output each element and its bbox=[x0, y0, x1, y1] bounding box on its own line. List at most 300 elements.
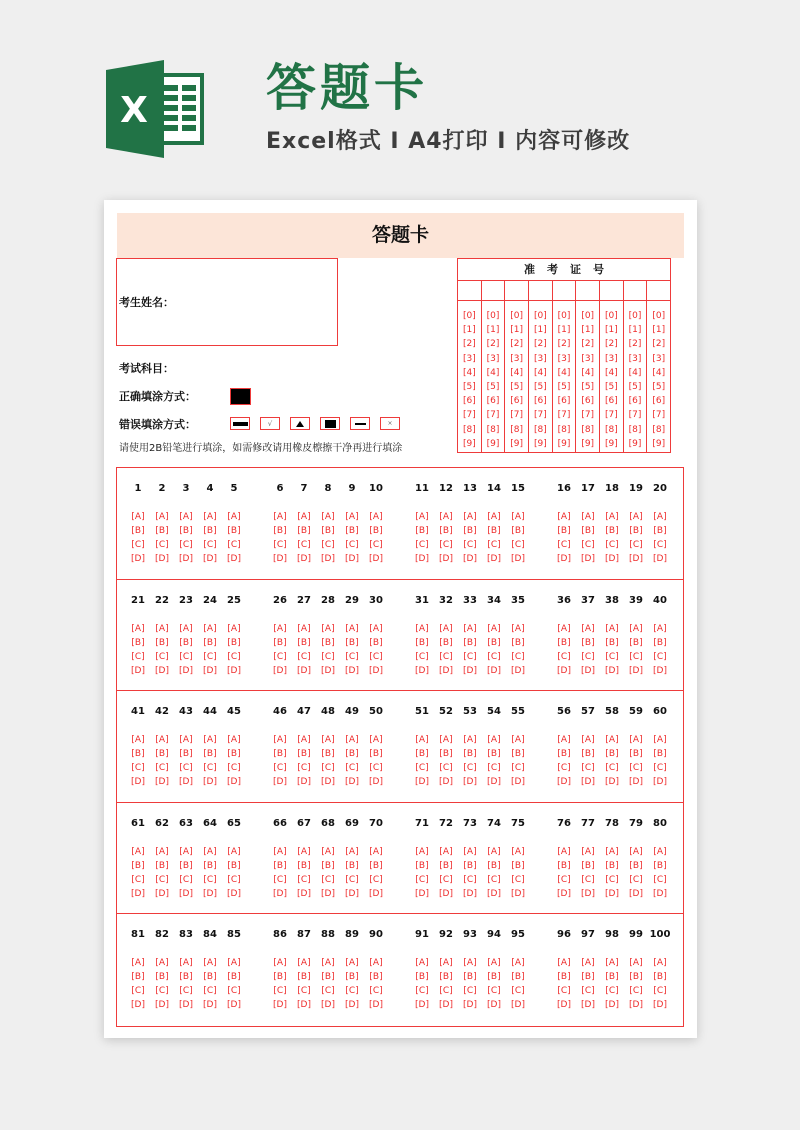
exam-id-digit-bubble[interactable]: [2] bbox=[604, 339, 618, 350]
answer-option-bubble[interactable]: [D] bbox=[155, 777, 169, 788]
answer-option-bubble[interactable]: [A] bbox=[463, 846, 477, 857]
answer-option-bubble[interactable]: [A] bbox=[321, 623, 335, 634]
answer-option-bubble[interactable]: [C] bbox=[415, 874, 429, 885]
answer-option-bubble[interactable]: [D] bbox=[273, 554, 287, 564]
answer-option-bubble[interactable]: [A] bbox=[345, 512, 359, 522]
answer-option-bubble[interactable]: [C] bbox=[605, 986, 619, 997]
answer-option-bubble[interactable]: [A] bbox=[131, 512, 145, 522]
answer-option-bubble[interactable]: [D] bbox=[557, 1000, 571, 1011]
answer-option-bubble[interactable]: [C] bbox=[557, 874, 571, 885]
answer-option-bubble[interactable]: [B] bbox=[297, 749, 311, 760]
answer-option-bubble[interactable]: [B] bbox=[629, 526, 643, 536]
answer-option-bubble[interactable]: [A] bbox=[369, 958, 383, 969]
answer-option-bubble[interactable]: [B] bbox=[511, 749, 525, 760]
exam-id-digit-bubble[interactable]: [5] bbox=[510, 382, 524, 393]
answer-option-bubble[interactable]: [D] bbox=[369, 888, 383, 899]
answer-option-bubble[interactable]: [C] bbox=[155, 986, 169, 997]
exam-id-digit-bubble[interactable]: [2] bbox=[557, 339, 571, 350]
answer-option-bubble[interactable]: [B] bbox=[487, 637, 501, 648]
answer-option-bubble[interactable]: [D] bbox=[463, 777, 477, 788]
answer-option-bubble[interactable]: [A] bbox=[179, 512, 193, 522]
answer-option-bubble[interactable]: [D] bbox=[463, 554, 477, 564]
answer-option-bubble[interactable]: [D] bbox=[131, 777, 145, 788]
exam-id-digit-bubble[interactable]: [7] bbox=[604, 410, 618, 421]
answer-option-bubble[interactable]: [C] bbox=[487, 874, 501, 885]
exam-id-digit-bubble[interactable]: [8] bbox=[604, 424, 618, 435]
answer-option-bubble[interactable]: [C] bbox=[297, 651, 311, 662]
answer-option-bubble[interactable]: [B] bbox=[463, 749, 477, 760]
answer-option-bubble[interactable]: [C] bbox=[605, 540, 619, 550]
answer-option-bubble[interactable]: [C] bbox=[203, 763, 217, 774]
answer-option-bubble[interactable]: [C] bbox=[511, 986, 525, 997]
answer-option-bubble[interactable]: [A] bbox=[439, 512, 453, 522]
exam-id-digit-bubble[interactable]: [5] bbox=[462, 382, 476, 393]
exam-id-input-cell[interactable] bbox=[624, 281, 647, 301]
exam-id-digit-bubble[interactable]: [1] bbox=[533, 325, 547, 336]
answer-option-bubble[interactable]: [A] bbox=[155, 846, 169, 857]
answer-option-bubble[interactable]: [A] bbox=[227, 958, 241, 969]
answer-option-bubble[interactable]: [C] bbox=[369, 986, 383, 997]
exam-id-digit-bubble[interactable]: [8] bbox=[628, 424, 642, 435]
exam-id-digit-bubble[interactable]: [0] bbox=[533, 311, 547, 321]
answer-option-bubble[interactable]: [D] bbox=[557, 554, 571, 564]
answer-option-bubble[interactable]: [B] bbox=[273, 526, 287, 536]
answer-option-bubble[interactable]: [D] bbox=[203, 888, 217, 899]
answer-option-bubble[interactable]: [B] bbox=[581, 860, 595, 871]
exam-id-digit-bubble[interactable]: [6] bbox=[652, 396, 666, 407]
answer-option-bubble[interactable]: [C] bbox=[297, 986, 311, 997]
answer-option-bubble[interactable]: [A] bbox=[345, 846, 359, 857]
answer-option-bubble[interactable]: [C] bbox=[415, 651, 429, 662]
answer-option-bubble[interactable]: [C] bbox=[131, 986, 145, 997]
answer-option-bubble[interactable]: [D] bbox=[369, 554, 383, 564]
answer-option-bubble[interactable]: [D] bbox=[557, 777, 571, 788]
answer-option-bubble[interactable]: [C] bbox=[653, 763, 667, 774]
answer-option-bubble[interactable]: [A] bbox=[439, 846, 453, 857]
answer-option-bubble[interactable]: [C] bbox=[321, 651, 335, 662]
answer-option-bubble[interactable]: [D] bbox=[629, 1000, 643, 1011]
answer-option-bubble[interactable]: [A] bbox=[297, 846, 311, 857]
answer-option-bubble[interactable]: [A] bbox=[203, 958, 217, 969]
exam-id-digit-bubble[interactable]: [6] bbox=[510, 396, 524, 407]
answer-option-bubble[interactable]: [D] bbox=[439, 777, 453, 788]
answer-option-bubble[interactable]: [A] bbox=[203, 735, 217, 746]
answer-option-bubble[interactable]: [B] bbox=[179, 526, 193, 536]
answer-option-bubble[interactable]: [C] bbox=[179, 986, 193, 997]
answer-option-bubble[interactable]: [D] bbox=[273, 777, 287, 788]
answer-option-bubble[interactable]: [B] bbox=[297, 637, 311, 648]
answer-option-bubble[interactable]: [A] bbox=[415, 735, 429, 746]
answer-option-bubble[interactable]: [B] bbox=[131, 749, 145, 760]
answer-option-bubble[interactable]: [D] bbox=[345, 777, 359, 788]
answer-option-bubble[interactable]: [A] bbox=[321, 512, 335, 522]
exam-id-input-cell[interactable] bbox=[576, 281, 599, 301]
answer-option-bubble[interactable]: [A] bbox=[511, 958, 525, 969]
answer-option-bubble[interactable]: [D] bbox=[487, 554, 501, 564]
answer-option-bubble[interactable]: [C] bbox=[179, 874, 193, 885]
answer-option-bubble[interactable]: [D] bbox=[605, 665, 619, 676]
answer-option-bubble[interactable]: [D] bbox=[227, 665, 241, 676]
answer-option-bubble[interactable]: [C] bbox=[273, 651, 287, 662]
answer-option-bubble[interactable]: [B] bbox=[581, 972, 595, 983]
answer-option-bubble[interactable]: [A] bbox=[155, 623, 169, 634]
answer-option-bubble[interactable]: [B] bbox=[155, 637, 169, 648]
answer-option-bubble[interactable]: [B] bbox=[629, 749, 643, 760]
answer-option-bubble[interactable]: [A] bbox=[557, 512, 571, 522]
answer-option-bubble[interactable]: [A] bbox=[321, 958, 335, 969]
exam-id-digit-bubble[interactable]: [6] bbox=[533, 396, 547, 407]
exam-id-digit-bubble[interactable]: [3] bbox=[628, 353, 642, 364]
answer-option-bubble[interactable]: [A] bbox=[297, 735, 311, 746]
answer-option-bubble[interactable]: [A] bbox=[439, 623, 453, 634]
answer-option-bubble[interactable]: [A] bbox=[227, 623, 241, 634]
answer-option-bubble[interactable]: [B] bbox=[463, 526, 477, 536]
answer-option-bubble[interactable]: [B] bbox=[487, 749, 501, 760]
answer-option-bubble[interactable]: [D] bbox=[415, 665, 429, 676]
answer-option-bubble[interactable]: [A] bbox=[415, 512, 429, 522]
exam-id-input-cell[interactable] bbox=[600, 281, 623, 301]
answer-option-bubble[interactable]: [D] bbox=[511, 1000, 525, 1011]
exam-id-digit-bubble[interactable]: [2] bbox=[486, 339, 500, 350]
answer-option-bubble[interactable]: [A] bbox=[653, 512, 667, 522]
answer-option-bubble[interactable]: [D] bbox=[581, 1000, 595, 1011]
answer-option-bubble[interactable]: [C] bbox=[227, 651, 241, 662]
answer-option-bubble[interactable]: [D] bbox=[227, 888, 241, 899]
answer-option-bubble[interactable]: [A] bbox=[629, 958, 643, 969]
answer-option-bubble[interactable]: [D] bbox=[629, 554, 643, 564]
answer-option-bubble[interactable]: [A] bbox=[511, 735, 525, 746]
answer-option-bubble[interactable]: [B] bbox=[415, 749, 429, 760]
answer-option-bubble[interactable]: [B] bbox=[463, 972, 477, 983]
answer-option-bubble[interactable]: [C] bbox=[463, 651, 477, 662]
answer-option-bubble[interactable]: [D] bbox=[439, 1000, 453, 1011]
exam-id-digit-bubble[interactable]: [6] bbox=[628, 396, 642, 407]
exam-id-digit-bubble[interactable]: [6] bbox=[462, 396, 476, 407]
answer-option-bubble[interactable]: [C] bbox=[511, 651, 525, 662]
exam-id-digit-bubble[interactable]: [1] bbox=[652, 325, 666, 336]
answer-option-bubble[interactable]: [D] bbox=[345, 665, 359, 676]
answer-option-bubble[interactable]: [A] bbox=[369, 735, 383, 746]
answer-option-bubble[interactable]: [C] bbox=[415, 540, 429, 550]
answer-option-bubble[interactable]: [A] bbox=[155, 512, 169, 522]
answer-option-bubble[interactable]: [D] bbox=[629, 777, 643, 788]
answer-option-bubble[interactable]: [C] bbox=[605, 651, 619, 662]
answer-option-bubble[interactable]: [A] bbox=[415, 623, 429, 634]
answer-option-bubble[interactable]: [C] bbox=[369, 763, 383, 774]
answer-option-bubble[interactable]: [D] bbox=[131, 1000, 145, 1011]
answer-option-bubble[interactable]: [B] bbox=[227, 749, 241, 760]
answer-option-bubble[interactable]: [D] bbox=[487, 1000, 501, 1011]
exam-id-digit-bubble[interactable]: [0] bbox=[628, 311, 642, 321]
answer-option-bubble[interactable]: [C] bbox=[605, 874, 619, 885]
exam-id-digit-bubble[interactable]: [3] bbox=[652, 353, 666, 364]
exam-id-digit-bubble[interactable]: [1] bbox=[557, 325, 571, 336]
answer-option-bubble[interactable]: [A] bbox=[605, 846, 619, 857]
exam-id-digit-bubble[interactable]: [7] bbox=[628, 410, 642, 421]
answer-option-bubble[interactable]: [D] bbox=[605, 554, 619, 564]
answer-option-bubble[interactable]: [C] bbox=[511, 874, 525, 885]
answer-option-bubble[interactable]: [A] bbox=[439, 958, 453, 969]
answer-option-bubble[interactable]: [C] bbox=[581, 763, 595, 774]
answer-option-bubble[interactable]: [B] bbox=[273, 749, 287, 760]
answer-option-bubble[interactable]: [C] bbox=[439, 874, 453, 885]
answer-option-bubble[interactable]: [B] bbox=[487, 860, 501, 871]
answer-option-bubble[interactable]: [D] bbox=[511, 888, 525, 899]
exam-id-digit-bubble[interactable]: [1] bbox=[462, 325, 476, 336]
answer-option-bubble[interactable]: [B] bbox=[297, 526, 311, 536]
exam-id-digit-bubble[interactable]: [0] bbox=[652, 311, 666, 321]
answer-option-bubble[interactable]: [A] bbox=[487, 512, 501, 522]
answer-option-bubble[interactable]: [C] bbox=[203, 874, 217, 885]
answer-option-bubble[interactable]: [A] bbox=[273, 512, 287, 522]
answer-option-bubble[interactable]: [A] bbox=[273, 846, 287, 857]
answer-option-bubble[interactable]: [C] bbox=[415, 763, 429, 774]
exam-id-digit-bubble[interactable]: [5] bbox=[604, 382, 618, 393]
answer-option-bubble[interactable]: [D] bbox=[321, 554, 335, 564]
answer-option-bubble[interactable]: [C] bbox=[629, 874, 643, 885]
answer-option-bubble[interactable]: [A] bbox=[297, 958, 311, 969]
answer-option-bubble[interactable]: [C] bbox=[581, 874, 595, 885]
answer-option-bubble[interactable]: [C] bbox=[179, 763, 193, 774]
answer-option-bubble[interactable]: [D] bbox=[131, 665, 145, 676]
exam-id-digit-bubble[interactable]: [9] bbox=[557, 438, 571, 449]
answer-option-bubble[interactable]: [D] bbox=[487, 777, 501, 788]
answer-option-bubble[interactable]: [D] bbox=[605, 1000, 619, 1011]
exam-id-digit-bubble[interactable]: [0] bbox=[604, 311, 618, 321]
exam-id-digit-bubble[interactable]: [8] bbox=[557, 424, 571, 435]
answer-option-bubble[interactable]: [D] bbox=[511, 777, 525, 788]
answer-option-bubble[interactable]: [B] bbox=[369, 860, 383, 871]
exam-id-digit-bubble[interactable]: [4] bbox=[652, 367, 666, 378]
answer-option-bubble[interactable]: [D] bbox=[297, 888, 311, 899]
answer-option-bubble[interactable]: [B] bbox=[203, 860, 217, 871]
answer-option-bubble[interactable]: [A] bbox=[463, 623, 477, 634]
exam-id-digit-bubble[interactable]: [9] bbox=[581, 438, 595, 449]
answer-option-bubble[interactable]: [C] bbox=[179, 540, 193, 550]
answer-option-bubble[interactable]: [C] bbox=[439, 540, 453, 550]
answer-option-bubble[interactable]: [C] bbox=[629, 763, 643, 774]
answer-option-bubble[interactable]: [D] bbox=[653, 888, 667, 899]
exam-id-digit-bubble[interactable]: [6] bbox=[604, 396, 618, 407]
exam-id-digit-bubble[interactable]: [9] bbox=[486, 438, 500, 449]
answer-option-bubble[interactable]: [C] bbox=[439, 763, 453, 774]
answer-option-bubble[interactable]: [D] bbox=[557, 665, 571, 676]
answer-option-bubble[interactable]: [D] bbox=[297, 665, 311, 676]
answer-option-bubble[interactable]: [B] bbox=[439, 749, 453, 760]
answer-option-bubble[interactable]: [D] bbox=[653, 1000, 667, 1011]
answer-option-bubble[interactable]: [B] bbox=[487, 526, 501, 536]
answer-option-bubble[interactable]: [D] bbox=[179, 665, 193, 676]
answer-option-bubble[interactable]: [A] bbox=[487, 735, 501, 746]
answer-option-bubble[interactable]: [C] bbox=[345, 651, 359, 662]
answer-option-bubble[interactable]: [A] bbox=[557, 623, 571, 634]
answer-option-bubble[interactable]: [C] bbox=[273, 763, 287, 774]
exam-id-digit-bubble[interactable]: [8] bbox=[462, 424, 476, 435]
exam-id-input-cell[interactable] bbox=[529, 281, 552, 301]
answer-option-bubble[interactable]: [C] bbox=[463, 540, 477, 550]
answer-option-bubble[interactable]: [A] bbox=[581, 846, 595, 857]
answer-option-bubble[interactable]: [A] bbox=[345, 958, 359, 969]
answer-option-bubble[interactable]: [B] bbox=[487, 972, 501, 983]
answer-option-bubble[interactable]: [C] bbox=[629, 651, 643, 662]
exam-id-digit-bubble[interactable]: [7] bbox=[557, 410, 571, 421]
answer-option-bubble[interactable]: [C] bbox=[297, 874, 311, 885]
answer-option-bubble[interactable]: [A] bbox=[653, 623, 667, 634]
answer-option-bubble[interactable]: [D] bbox=[415, 888, 429, 899]
answer-option-bubble[interactable]: [A] bbox=[345, 735, 359, 746]
answer-option-bubble[interactable]: [A] bbox=[557, 958, 571, 969]
answer-option-bubble[interactable]: [C] bbox=[345, 874, 359, 885]
answer-option-bubble[interactable]: [A] bbox=[131, 846, 145, 857]
answer-option-bubble[interactable]: [A] bbox=[581, 958, 595, 969]
answer-option-bubble[interactable]: [C] bbox=[321, 540, 335, 550]
answer-option-bubble[interactable]: [B] bbox=[273, 637, 287, 648]
exam-id-digit-bubble[interactable]: [9] bbox=[652, 438, 666, 449]
answer-option-bubble[interactable]: [A] bbox=[629, 846, 643, 857]
answer-option-bubble[interactable]: [D] bbox=[273, 1000, 287, 1011]
answer-option-bubble[interactable]: [C] bbox=[439, 986, 453, 997]
answer-option-bubble[interactable]: [D] bbox=[321, 1000, 335, 1011]
answer-option-bubble[interactable]: [B] bbox=[439, 972, 453, 983]
exam-id-digit-bubble[interactable]: [5] bbox=[581, 382, 595, 393]
answer-option-bubble[interactable]: [D] bbox=[227, 777, 241, 788]
answer-option-bubble[interactable]: [D] bbox=[203, 777, 217, 788]
answer-option-bubble[interactable]: [A] bbox=[131, 623, 145, 634]
answer-option-bubble[interactable]: [C] bbox=[155, 874, 169, 885]
exam-id-digit-bubble[interactable]: [5] bbox=[533, 382, 547, 393]
exam-id-digit-bubble[interactable]: [4] bbox=[486, 367, 500, 378]
answer-option-bubble[interactable]: [A] bbox=[321, 735, 335, 746]
answer-option-bubble[interactable]: [B] bbox=[629, 860, 643, 871]
exam-id-digit-bubble[interactable]: [3] bbox=[581, 353, 595, 364]
answer-option-bubble[interactable]: [D] bbox=[629, 665, 643, 676]
answer-option-bubble[interactable]: [B] bbox=[511, 860, 525, 871]
answer-option-bubble[interactable]: [B] bbox=[653, 860, 667, 871]
exam-id-digit-bubble[interactable]: [7] bbox=[652, 410, 666, 421]
answer-option-bubble[interactable]: [D] bbox=[369, 665, 383, 676]
exam-id-digit-bubble[interactable]: [4] bbox=[581, 367, 595, 378]
answer-option-bubble[interactable]: [D] bbox=[581, 554, 595, 564]
exam-id-digit-bubble[interactable]: [2] bbox=[510, 339, 524, 350]
answer-option-bubble[interactable]: [D] bbox=[155, 1000, 169, 1011]
exam-id-digit-bubble[interactable]: [6] bbox=[486, 396, 500, 407]
answer-option-bubble[interactable]: [B] bbox=[581, 637, 595, 648]
answer-option-bubble[interactable]: [D] bbox=[369, 1000, 383, 1011]
answer-option-bubble[interactable]: [C] bbox=[629, 986, 643, 997]
answer-option-bubble[interactable]: [A] bbox=[487, 623, 501, 634]
answer-option-bubble[interactable]: [A] bbox=[227, 735, 241, 746]
answer-option-bubble[interactable]: [A] bbox=[203, 623, 217, 634]
answer-option-bubble[interactable]: [D] bbox=[155, 554, 169, 564]
exam-id-digit-bubble[interactable]: [8] bbox=[533, 424, 547, 435]
answer-option-bubble[interactable]: [B] bbox=[511, 637, 525, 648]
answer-option-bubble[interactable]: [C] bbox=[321, 763, 335, 774]
answer-option-bubble[interactable]: [A] bbox=[629, 735, 643, 746]
answer-option-bubble[interactable]: [D] bbox=[581, 665, 595, 676]
exam-id-input-cell[interactable] bbox=[647, 281, 670, 301]
exam-id-digit-bubble[interactable]: [7] bbox=[462, 410, 476, 421]
answer-option-bubble[interactable]: [B] bbox=[557, 860, 571, 871]
answer-option-bubble[interactable]: [D] bbox=[605, 777, 619, 788]
answer-option-bubble[interactable]: [C] bbox=[179, 651, 193, 662]
answer-option-bubble[interactable]: [A] bbox=[581, 512, 595, 522]
answer-option-bubble[interactable]: [A] bbox=[463, 958, 477, 969]
answer-option-bubble[interactable]: [A] bbox=[511, 846, 525, 857]
answer-option-bubble[interactable]: [A] bbox=[131, 958, 145, 969]
answer-option-bubble[interactable]: [D] bbox=[463, 665, 477, 676]
answer-option-bubble[interactable]: [A] bbox=[179, 846, 193, 857]
answer-option-bubble[interactable]: [C] bbox=[369, 540, 383, 550]
answer-option-bubble[interactable]: [B] bbox=[203, 526, 217, 536]
answer-option-bubble[interactable]: [C] bbox=[273, 540, 287, 550]
answer-option-bubble[interactable]: [C] bbox=[511, 540, 525, 550]
answer-option-bubble[interactable]: [B] bbox=[439, 860, 453, 871]
answer-option-bubble[interactable]: [C] bbox=[131, 540, 145, 550]
exam-id-digit-bubble[interactable]: [0] bbox=[486, 311, 500, 321]
exam-id-digit-bubble[interactable]: [5] bbox=[486, 382, 500, 393]
answer-option-bubble[interactable]: [C] bbox=[653, 874, 667, 885]
answer-option-bubble[interactable]: [A] bbox=[511, 623, 525, 634]
answer-option-bubble[interactable]: [D] bbox=[179, 1000, 193, 1011]
answer-option-bubble[interactable]: [B] bbox=[369, 749, 383, 760]
exam-id-digit-bubble[interactable]: [3] bbox=[557, 353, 571, 364]
answer-option-bubble[interactable]: [B] bbox=[605, 860, 619, 871]
answer-option-bubble[interactable]: [B] bbox=[321, 860, 335, 871]
exam-id-digit-bubble[interactable]: [1] bbox=[604, 325, 618, 336]
answer-option-bubble[interactable]: [B] bbox=[557, 526, 571, 536]
answer-option-bubble[interactable]: [A] bbox=[131, 735, 145, 746]
answer-option-bubble[interactable]: [B] bbox=[203, 972, 217, 983]
answer-option-bubble[interactable]: [D] bbox=[321, 665, 335, 676]
answer-option-bubble[interactable]: [C] bbox=[581, 540, 595, 550]
answer-option-bubble[interactable]: [D] bbox=[345, 1000, 359, 1011]
answer-option-bubble[interactable]: [C] bbox=[605, 763, 619, 774]
answer-option-bubble[interactable]: [A] bbox=[415, 958, 429, 969]
answer-option-bubble[interactable]: [B] bbox=[557, 972, 571, 983]
answer-option-bubble[interactable]: [B] bbox=[297, 972, 311, 983]
answer-option-bubble[interactable]: [B] bbox=[605, 972, 619, 983]
answer-option-bubble[interactable]: [A] bbox=[273, 735, 287, 746]
answer-option-bubble[interactable]: [D] bbox=[179, 554, 193, 564]
answer-option-bubble[interactable]: [D] bbox=[415, 554, 429, 564]
answer-option-bubble[interactable]: [B] bbox=[131, 860, 145, 871]
answer-option-bubble[interactable]: [B] bbox=[227, 637, 241, 648]
answer-option-bubble[interactable]: [C] bbox=[581, 651, 595, 662]
exam-id-digit-bubble[interactable]: [6] bbox=[557, 396, 571, 407]
answer-option-bubble[interactable]: [B] bbox=[321, 972, 335, 983]
answer-option-bubble[interactable]: [D] bbox=[581, 777, 595, 788]
answer-option-bubble[interactable]: [A] bbox=[415, 846, 429, 857]
answer-option-bubble[interactable]: [D] bbox=[297, 554, 311, 564]
exam-id-digit-bubble[interactable]: [0] bbox=[510, 311, 524, 321]
answer-option-bubble[interactable]: [A] bbox=[557, 735, 571, 746]
exam-id-digit-bubble[interactable]: [1] bbox=[486, 325, 500, 336]
answer-option-bubble[interactable]: [B] bbox=[203, 637, 217, 648]
answer-option-bubble[interactable]: [C] bbox=[439, 651, 453, 662]
answer-option-bubble[interactable]: [C] bbox=[321, 986, 335, 997]
exam-id-digit-bubble[interactable]: [4] bbox=[462, 367, 476, 378]
answer-option-bubble[interactable]: [B] bbox=[155, 860, 169, 871]
answer-option-bubble[interactable]: [C] bbox=[653, 986, 667, 997]
answer-option-bubble[interactable]: [D] bbox=[345, 888, 359, 899]
answer-option-bubble[interactable]: [B] bbox=[605, 749, 619, 760]
answer-option-bubble[interactable]: [B] bbox=[179, 860, 193, 871]
answer-option-bubble[interactable]: [B] bbox=[179, 637, 193, 648]
answer-option-bubble[interactable]: [D] bbox=[463, 888, 477, 899]
answer-option-bubble[interactable]: [C] bbox=[155, 763, 169, 774]
answer-option-bubble[interactable]: [A] bbox=[511, 512, 525, 522]
answer-option-bubble[interactable]: [B] bbox=[345, 526, 359, 536]
